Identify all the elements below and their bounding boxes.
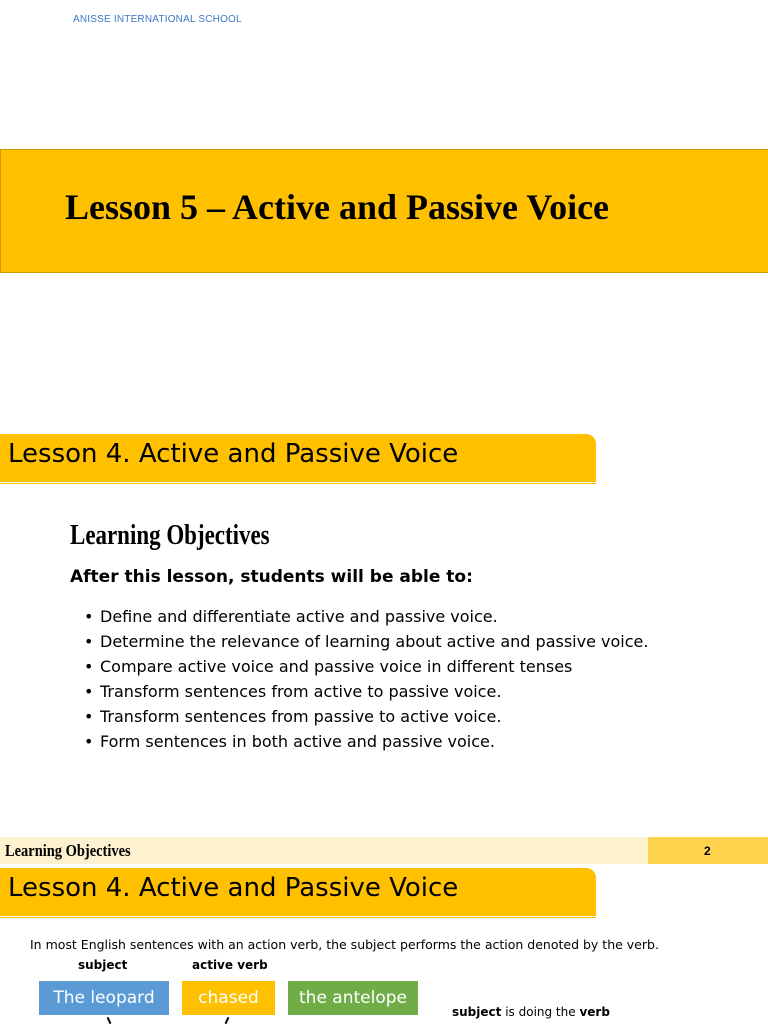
banner-underline	[0, 479, 596, 485]
objectives-subheading: After this lesson, students will be able to:	[70, 567, 473, 587]
lesson-banner	[0, 434, 596, 482]
subject-label: subject	[78, 958, 128, 972]
intro-text: In most English sentences with an action verb, the subject performs the action denoted by the verb.	[30, 937, 659, 952]
objectives-list	[84, 606, 648, 756]
objective-item: • Form sentences in both active and passive voice.	[84, 732, 495, 751]
page-number: 2	[704, 844, 711, 858]
lesson-banner-title: Lesson 4. Active and Passive Voice	[8, 439, 459, 469]
footer-label: Learning Objectives	[5, 841, 131, 860]
objective-item: • Define and differentiate active and passive voice.	[84, 607, 498, 626]
explanation-note: subject is doing the verb	[452, 1005, 610, 1019]
banner-underline-2	[0, 913, 596, 919]
lesson-banner-2	[0, 868, 596, 916]
arrow-line	[107, 1017, 112, 1024]
title-band	[0, 149, 768, 273]
verb-chip: chased	[182, 981, 275, 1015]
object-chip: the antelope	[288, 981, 418, 1015]
school-name: ANISSE INTERNATIONAL SCHOOL	[73, 14, 242, 25]
objective-item: • Transform sentences from passive to active voice.	[84, 707, 502, 726]
active-verb-label: active verb	[192, 958, 268, 972]
lesson-banner-title-2: Lesson 4. Active and Passive Voice	[8, 873, 459, 903]
arrow-line	[225, 1017, 230, 1024]
objective-item: • Transform sentences from active to passive voice.	[84, 682, 502, 701]
subject-chip: The leopard	[39, 981, 169, 1015]
objectives-heading: Learning Objectives	[70, 520, 270, 551]
objective-item: • Compare active voice and passive voice in different tenses	[84, 657, 573, 676]
slide-footer	[0, 837, 768, 864]
page-number-box	[648, 837, 768, 864]
objective-item: • Determine the relevance of learning about active and passive voice.	[84, 632, 649, 651]
page-title: Lesson 5 – Active and Passive Voice	[65, 187, 610, 227]
